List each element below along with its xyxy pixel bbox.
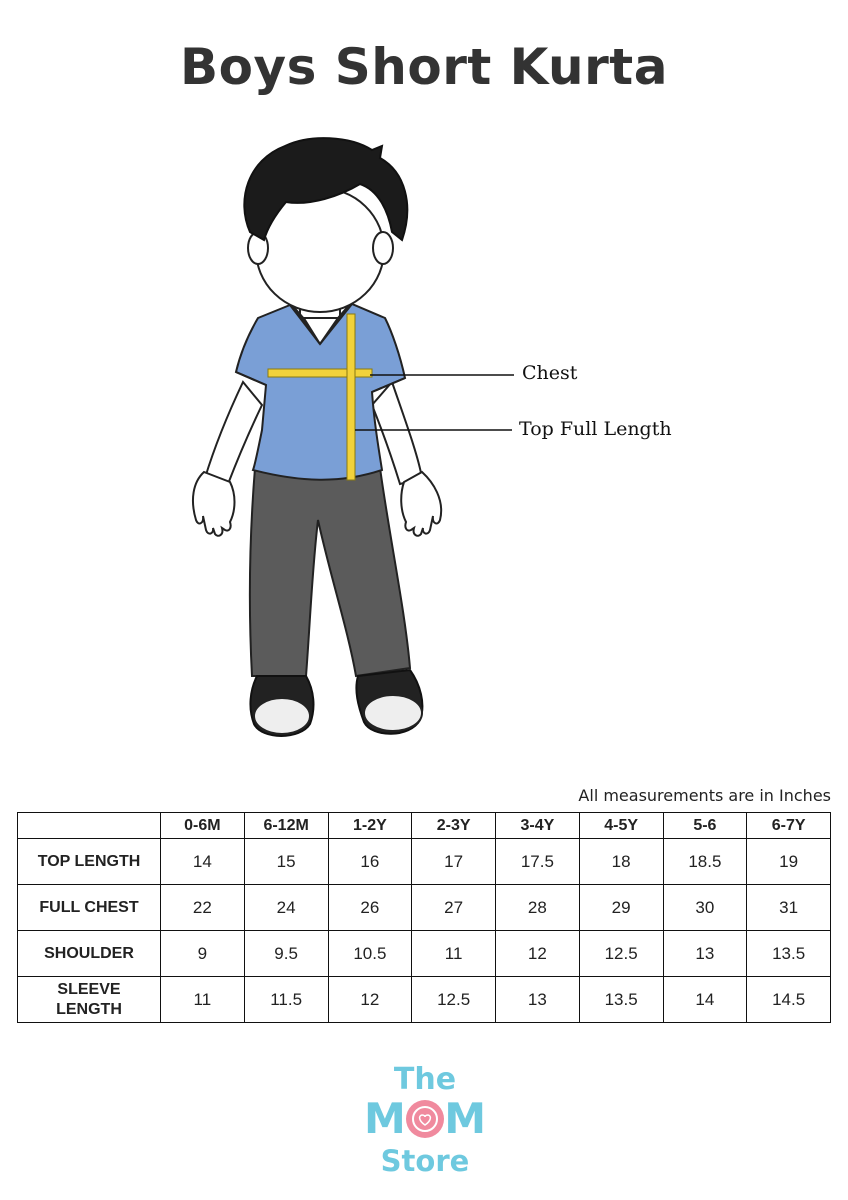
table-row <box>18 931 831 977</box>
top-full-length-label: Top Full Length <box>519 418 672 440</box>
shirt <box>236 304 405 480</box>
table-cell: 13 <box>496 977 580 1023</box>
table-cell: 11.5 <box>244 977 328 1023</box>
table-cell: 18 <box>579 839 663 885</box>
table-row <box>18 839 831 885</box>
logo-line-the: The <box>393 1062 457 1097</box>
chest-label: Chest <box>522 362 578 384</box>
row-label: SHOULDER <box>18 931 161 977</box>
chest-tape <box>268 369 372 377</box>
table-cell: 17 <box>412 839 496 885</box>
table-cell: 24 <box>244 885 328 931</box>
table-cell: 28 <box>496 885 580 931</box>
column-header: 3-4Y <box>496 813 580 839</box>
table-cell: 15 <box>244 839 328 885</box>
table-cell: 12 <box>496 931 580 977</box>
row-label: TOP LENGTH <box>18 839 161 885</box>
column-header: 2-3Y <box>412 813 496 839</box>
table-cell: 13.5 <box>747 931 831 977</box>
table-cell: 9.5 <box>244 931 328 977</box>
row-label: FULL CHEST <box>18 885 161 931</box>
column-header: 4-5Y <box>579 813 663 839</box>
table-row <box>18 977 831 1023</box>
table-cell: 9 <box>161 931 245 977</box>
page-title: Boys Short Kurta <box>180 38 668 96</box>
table-cell: 16 <box>328 839 412 885</box>
table-cell: 14.5 <box>747 977 831 1023</box>
corner-cell <box>18 813 161 839</box>
left-hand <box>193 472 235 536</box>
measurement-note: All measurements are in Inches <box>578 786 831 805</box>
table-cell: 27 <box>412 885 496 931</box>
column-header: 6-12M <box>244 813 328 839</box>
table-cell: 10.5 <box>328 931 412 977</box>
the-mom-store-logo <box>364 1062 486 1176</box>
logo-heart-o-icon <box>404 1098 446 1140</box>
table-cell: 12.5 <box>412 977 496 1023</box>
table-cell: 12.5 <box>579 931 663 977</box>
length-tape <box>347 314 355 480</box>
column-header: 0-6M <box>161 813 245 839</box>
table-cell: 26 <box>328 885 412 931</box>
table-cell: 30 <box>663 885 747 931</box>
table-cell: 13 <box>663 931 747 977</box>
column-header: 6-7Y <box>747 813 831 839</box>
table-cell: 17.5 <box>496 839 580 885</box>
logo-letter-m-left: M <box>364 1094 406 1143</box>
column-header: 1-2Y <box>328 813 412 839</box>
table-cell: 31 <box>747 885 831 931</box>
table-cell: 14 <box>161 839 245 885</box>
column-header: 5-6 <box>663 813 747 839</box>
pants <box>250 468 410 676</box>
logo-line-store: Store <box>380 1144 470 1178</box>
table-cell: 11 <box>412 931 496 977</box>
table-cell: 19 <box>747 839 831 885</box>
logo-letter-m-right: M <box>444 1094 486 1143</box>
table-cell: 11 <box>161 977 245 1023</box>
table-header-row <box>18 813 831 839</box>
row-label-line: SLEEVE <box>57 980 121 998</box>
table-cell: 18.5 <box>663 839 747 885</box>
table-cell: 29 <box>579 885 663 931</box>
table-cell: 12 <box>328 977 412 1023</box>
logo-line-mom <box>364 1094 486 1142</box>
table-cell: 13.5 <box>579 977 663 1023</box>
size-chart-table <box>17 812 831 1023</box>
row-label <box>18 977 161 1023</box>
table-row <box>18 885 831 931</box>
row-label-line: LENGTH <box>56 1000 122 1018</box>
right-hand <box>401 472 441 536</box>
table-cell: 14 <box>663 977 747 1023</box>
table-cell: 22 <box>161 885 245 931</box>
